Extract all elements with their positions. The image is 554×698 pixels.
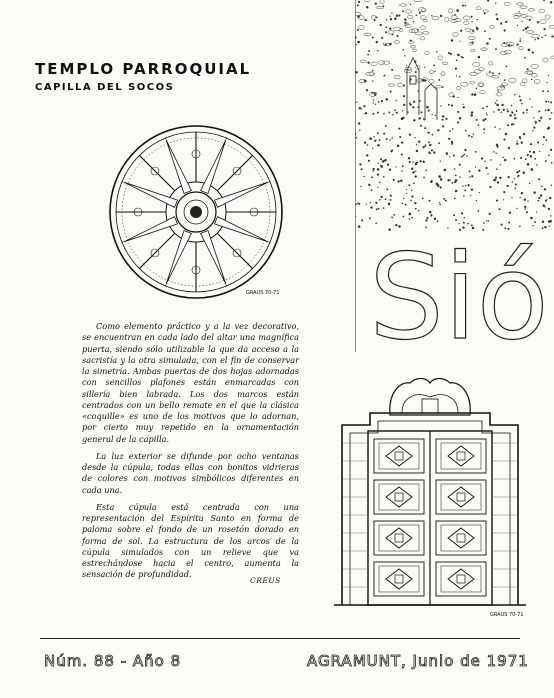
- article-title: TEMPLO PARROQUIAL: [35, 60, 252, 78]
- banner-illustration: [355, 0, 554, 352]
- article-author: CREUS: [250, 576, 281, 585]
- banner-lettering: Sió: [369, 228, 549, 352]
- issue-number: Núm. 88 - Año 8: [44, 652, 182, 670]
- footer-rule: [40, 638, 520, 639]
- place-and-date: AGRAMUNT, Junio de 1971: [307, 652, 529, 670]
- dome-artist-signature: GRAUS 70-71: [246, 290, 280, 296]
- paragraph-1: Como elemento práctico y a la vez decorativo, se encuentran en cada lado del altar una magnífica puerta, siendo sólo utilizable la que da acceso a la sacristía y la otra simulada, con el fin de conservar la simetría. Ambas puertas de dos hojas adornadas con sencillos plafones están enmarcadas con sillería bien labrada. Los dos marcos están centrados con un bello remate en el que la clásica «coquille» es uno de los motivos que lo adornan, por cierto muy repetido en la ornamentación general de la capilla.: [82, 321, 299, 444]
- article-body: [82, 321, 299, 587]
- paragraph-3: Esta cúpula está centrada con una representación del Espíritu Santo en forma de paloma sobre el fondo de un rosetón dorado en forma de sol. La estructura de los arcos de la cúpula simulados con un relieve que va estrechándose hacia el centro, aumenta la sensación de profundidad.: [82, 501, 299, 580]
- paragraph-2: La luz exterior se difunde por ocho ventanas desde la cúpula, todas ellas con bonitos vidrieras de colores con motivos simbólicos diferentes en cada una.: [82, 450, 299, 495]
- article-subtitle: CAPILLA DEL SOCOS: [35, 82, 175, 93]
- dome-illustration: [108, 124, 284, 300]
- door-illustration: [330, 373, 530, 613]
- door-artist-signature: GRAUS 70-71: [490, 612, 524, 618]
